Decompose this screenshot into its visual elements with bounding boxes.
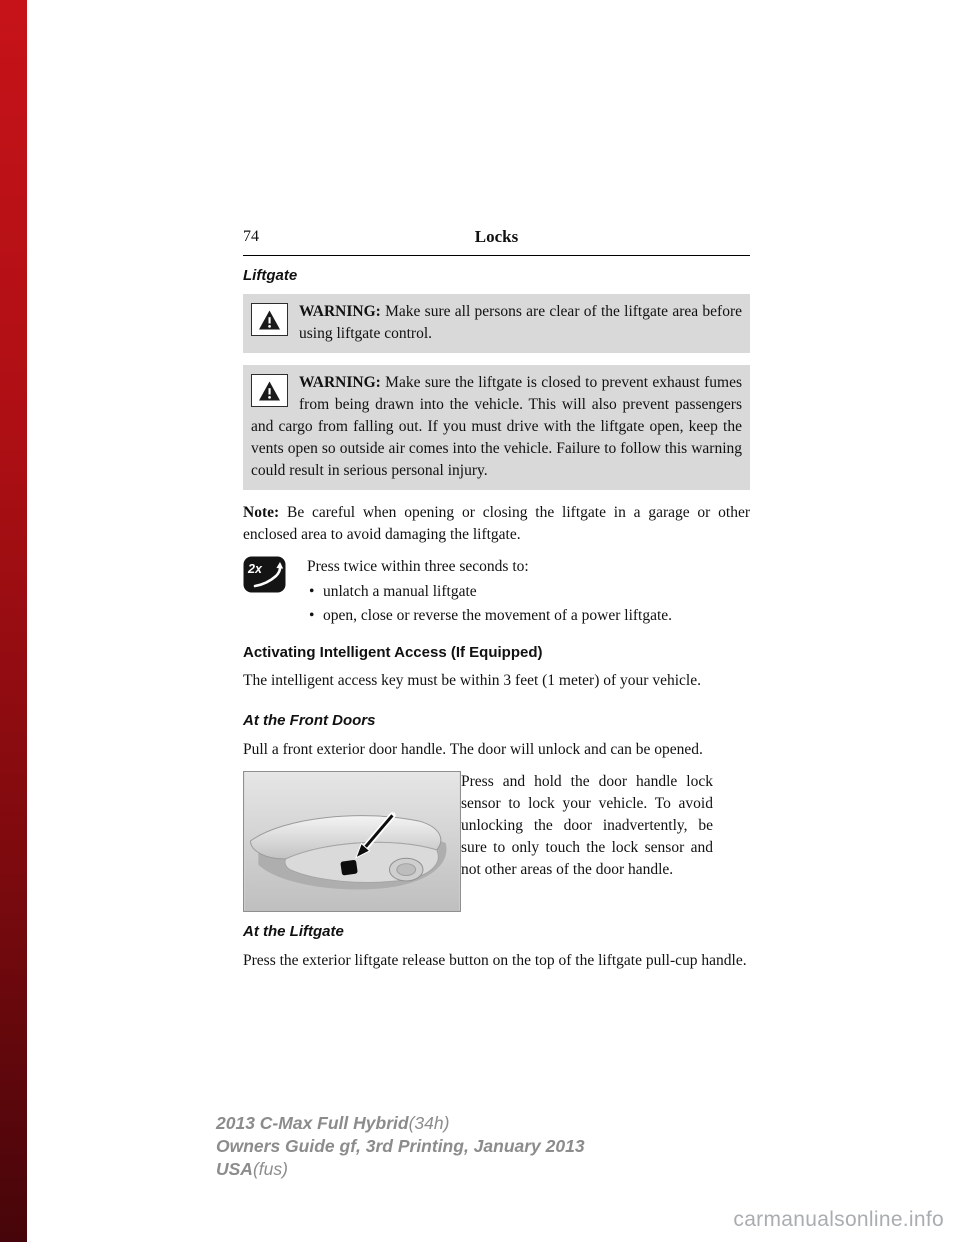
note-label: Note: — [243, 504, 280, 521]
left-red-ribbon — [0, 0, 27, 1242]
list-item: • open, close or reverse the movement of a power liftgate. — [307, 604, 750, 628]
front-doors-paragraph: Pull a front exterior door handle. The door will unlock and can be opened. — [243, 741, 703, 758]
heading-front-doors: At the Front Doors — [243, 712, 376, 729]
section-title: Locks — [474, 227, 519, 246]
heading-intelligent-access: Activating Intelligent Access (If Equipped) — [243, 644, 543, 661]
warning-box-1 — [243, 294, 750, 353]
site-watermark: carmanualsonline.info — [733, 1208, 944, 1231]
warning-box-2 — [243, 365, 750, 490]
note-paragraph: Note: Be careful when opening or closing the liftgate in a garage or other enclosed area to avoid damaging the liftgate. — [243, 504, 751, 543]
svg-text:2x: 2x — [248, 562, 262, 576]
warning-triangle-icon — [251, 303, 288, 336]
warning-triangle-icon — [251, 374, 288, 407]
door-handle-figure-row — [243, 771, 750, 912]
footer-imprint — [216, 1112, 585, 1181]
door-handle-image — [243, 771, 461, 912]
warning-text: WARNING: Make sure the liftgate is closed to prevent exhaust fumes from being drawn into the vehicle. This will also prevent passengers and cargo from falling out. If you must drive with the liftgate open, keep the vents open so outside air comes into the vehicle. Failure to follow this warning could result in serious personal injury. — [251, 374, 742, 479]
warning-label: WARNING: — [299, 374, 381, 391]
page-number: 74 — [243, 228, 259, 245]
footer-line-3: USA(fus) — [216, 1159, 288, 1179]
door-handle-caption: Press and hold the door handle lock sensor to lock your vehicle. To avoid unlocking the door inadvertently, be sure to only touch the lock sensor and not other areas of the door handle. — [461, 773, 713, 878]
warning-label: WARNING: — [299, 303, 381, 320]
intelligent-access-paragraph: The intelligent access key must be within 3 feet (1 meter) of your vehicle. — [243, 672, 701, 689]
manual-page — [243, 228, 750, 972]
press-twice-intro: Press twice within three seconds to: — [307, 558, 529, 575]
heading-liftgate: Liftgate — [243, 267, 298, 284]
page-header — [243, 228, 750, 256]
press-twice-content — [307, 556, 750, 628]
footer-line-1: 2013 C-Max Full Hybrid(34h) — [216, 1113, 450, 1133]
list-item: • unlatch a manual liftgate — [307, 580, 750, 604]
press-twice-list — [307, 580, 750, 628]
press-twice-block — [243, 556, 750, 628]
heading-at-liftgate: At the Liftgate — [243, 923, 344, 940]
warning-text: WARNING: Make sure all persons are clear of the liftgate area before using liftgate control. — [299, 303, 742, 342]
at-liftgate-paragraph: Press the exterior liftgate release button on the top of the liftgate pull-cup handle. — [243, 952, 747, 969]
liftgate-2x-button-icon — [243, 556, 286, 593]
footer-line-2: Owners Guide gf, 3rd Printing, January 2013 — [216, 1136, 585, 1156]
